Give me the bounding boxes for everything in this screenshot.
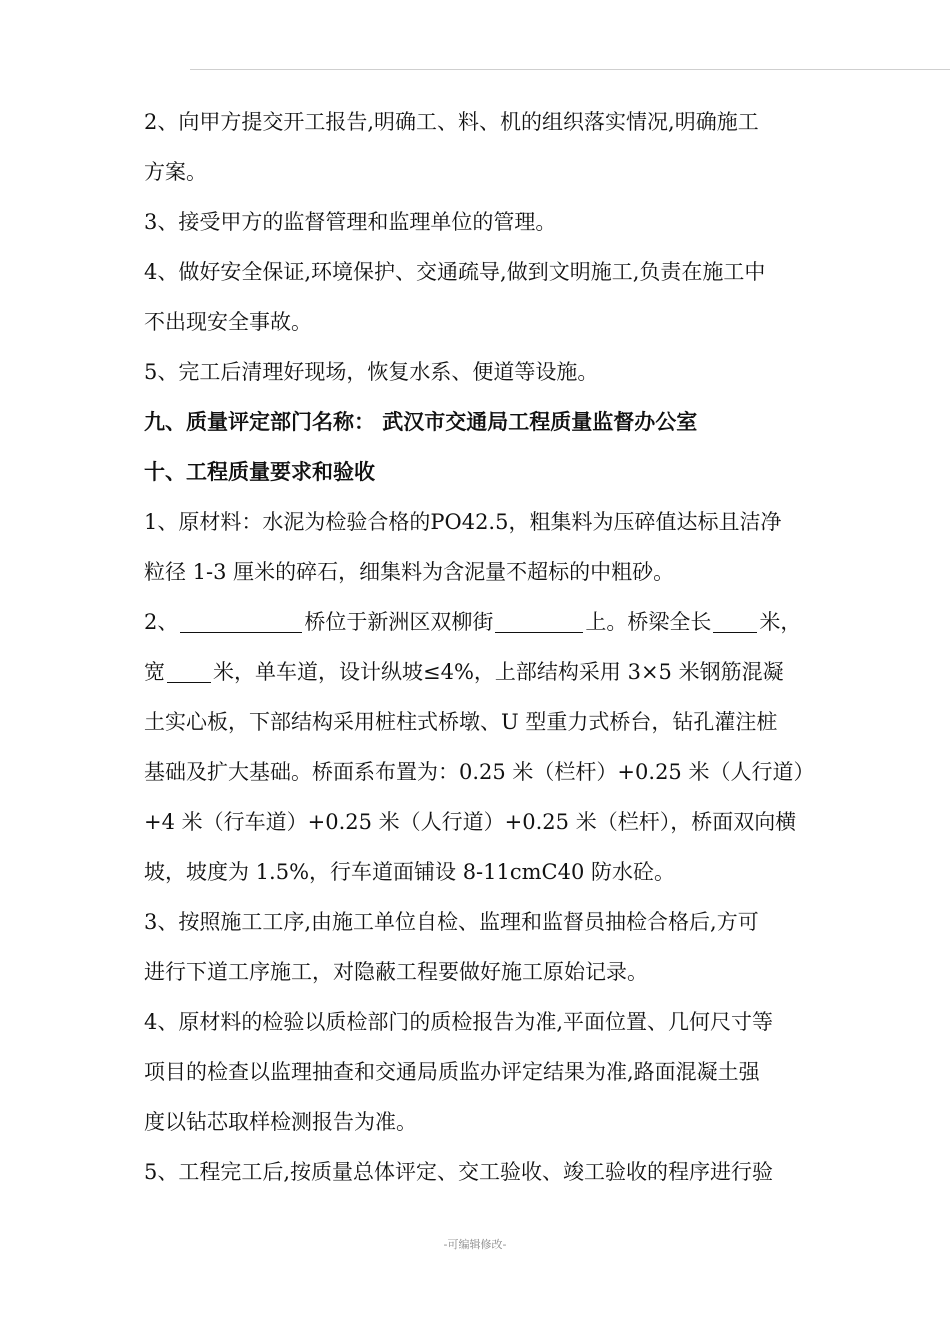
text-line: +4 米（行车道）+0.25 米（人行道）+0.25 米（栏杆），桥面双向横 [144,810,797,834]
width-rest-text: 米，单车道，设计纵坡≤4%，上部结构采用 3×5 米钢筋混凝 [213,660,784,684]
text-line: 度以钻芯取样检测报告为准。 [144,1110,417,1134]
text-line: 3、接受甲方的监督管理和监理单位的管理。 [144,210,557,234]
text-line: 粒径 1-3 厘米的碎石，细集料为含泥量不超标的中粗砂。 [144,560,675,584]
bridge-name-blank [180,608,302,633]
page-footer: -可编辑修改- [443,1238,507,1251]
text-line: 基础及扩大基础。桥面系布置为：0.25 米（栏杆）+0.25 米（人行道） [144,760,815,784]
bridge-length-text: 上。桥梁全长 [585,610,712,634]
bridge-length-blank [713,608,757,633]
text-line: 5、工程完工后,按质量总体评定、交工验收、竣工验收的程序进行验 [144,1160,774,1184]
meter-unit-text: 米， [759,610,802,634]
section-heading-ten: 十、工程质量要求和验收 [144,459,375,484]
document-body [144,97,816,1197]
text-line: 4、做好安全保证,环境保护、交通疏导,做到文明施工,负责在施工中 [144,260,766,284]
text-line: 坡，坡度为 1.5%，行车道面铺设 8-11cmC40 防水砼。 [144,860,676,884]
text-line: 1、原材料：水泥为检验合格的PO42.5，粗集料为压碎值达标且洁净 [144,510,782,534]
item-number: 2、 [144,610,179,634]
bridge-info-line [144,597,816,647]
text-line: 方案。 [144,160,207,184]
bridge-location-text: 桥位于新洲区双柳街 [304,610,494,634]
bridge-width-blank [167,658,211,683]
text-line: 4、原材料的检验以质检部门的质检报告为准,平面位置、几何尺寸等 [144,1010,774,1034]
text-line: 进行下道工序施工，对隐蔽工程要做好施工原始记录。 [144,960,648,984]
text-line: 不出现安全事故。 [144,310,312,334]
section-heading-nine: 九、质量评定部门名称： 武汉市交通局工程质量监督办公室 [144,409,698,434]
width-label: 宽 [144,660,165,684]
text-line: 5、完工后清理好现场，恢复水系、便道等设施。 [144,360,599,384]
text-line: 2、向甲方提交开工报告,明确工、料、机的组织落实情况,明确施工 [144,110,759,134]
text-line: 3、按照施工工序,由施工单位自检、监理和监督员抽检合格后,方可 [144,910,759,934]
text-line: 土实心板，下部结构采用桩柱式桥墩、U 型重力式桥台，钻孔灌注桩 [144,710,778,734]
text-line: 项目的检查以监理抽查和交通局质监办评定结果为准,路面混凝土强 [144,1060,760,1084]
bridge-width-line [144,647,816,697]
header-rule [190,69,950,70]
road-name-blank [495,608,583,633]
